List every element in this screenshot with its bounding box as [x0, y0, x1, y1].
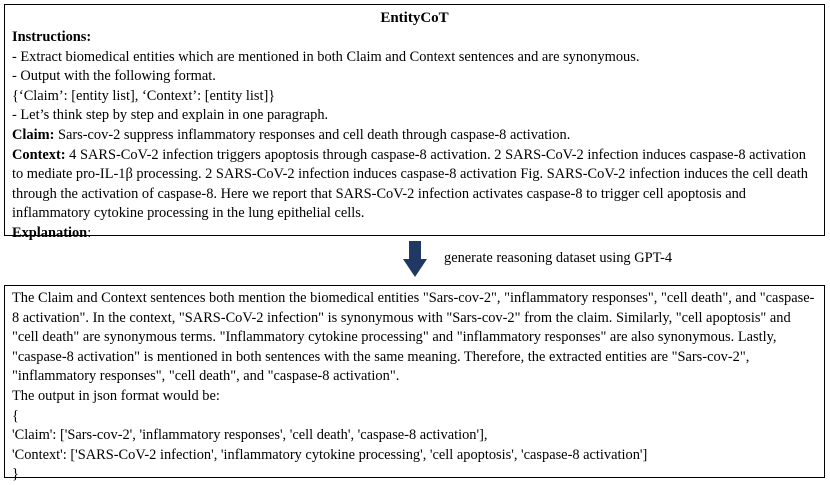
prompt-box — [4, 4, 825, 241]
output-intro: The output in json format would be: — [12, 387, 220, 404]
json-line: { — [12, 407, 19, 424]
arrow-label: generate reasoning dataset using GPT-4 — [444, 250, 673, 266]
instruction-line: - Extract biomedical entities which are mentioned in both Claim and Context sentences and are synonymous. — [12, 48, 640, 65]
instruction-line: {‘Claim’: [entity list], ‘Context’: [entity list]} — [12, 87, 276, 104]
context-paragraph — [12, 146, 817, 224]
reasoning-output-box — [4, 285, 825, 483]
explanation-colon: : — [87, 224, 92, 241]
arrow-shape — [403, 241, 427, 277]
claim-paragraph — [12, 126, 817, 146]
explanation-label: Explanation — [12, 224, 88, 241]
prompt-title: EntityCoT — [380, 10, 449, 26]
instruction-line: - Output with the following format. — [12, 68, 216, 85]
reasoning-paragraph: The Claim and Context sentences both mention the biomedical entities "Sars-cov-2", "inflammatory responses", "cell death", and "caspase-8 activation". In the context, "SARS-CoV-2 infection" is synonymous with "Sars-cov-2" from the claim. Similarly, "cell apoptosis" and "cell death" are synonymous terms. "Inflammatory cytokine processing" and "inflammatory responses" are also synonymous. Lastly, "caspase-8 activation" is mentioned in both sentences with the same meaning. Therefore, the extracted entities are "Sars-cov-2", "inflammatory responses", "cell death", and "caspase-8 activation". — [12, 290, 815, 385]
down-arrow-icon — [403, 241, 427, 277]
instructions-label: Instructions: — [12, 29, 92, 45]
claim-text: Sars-cov-2 suppress inflammatory responses and cell death through caspase-8 activation. — [54, 126, 571, 143]
json-line: } — [12, 466, 19, 483]
context-text: 4 SARS-CoV-2 infection triggers apoptosis through caspase-8 activation. 2 SARS-CoV-2 infection induces caspase-8 activation to mediate pro-IL-1β processing. 2 SARS-CoV-2 infection induces caspase-8 activation Fig. SARS-CoV-2 infection induces the cell death through the activation of caspase-8. Here we report that SARS-CoV-2 infection activates caspase-8 to trigger cell apoptosis and inflammatory cytokine processing in the lung epithelial cells. — [12, 146, 808, 222]
json-line: 'Claim': ['Sars-cov-2', 'inflammatory responses', 'cell death', 'caspase-8 activation'], — [12, 427, 488, 444]
claim-label: Claim: — [12, 126, 55, 143]
context-label: Context: — [12, 146, 66, 163]
instruction-line: - Let’s think step by step and explain in one paragraph. — [12, 107, 329, 124]
json-line: 'Context': ['SARS-CoV-2 infection', 'inflammatory cytokine processing', 'cell apoptosis', 'caspase-8 activation'] — [12, 446, 648, 463]
